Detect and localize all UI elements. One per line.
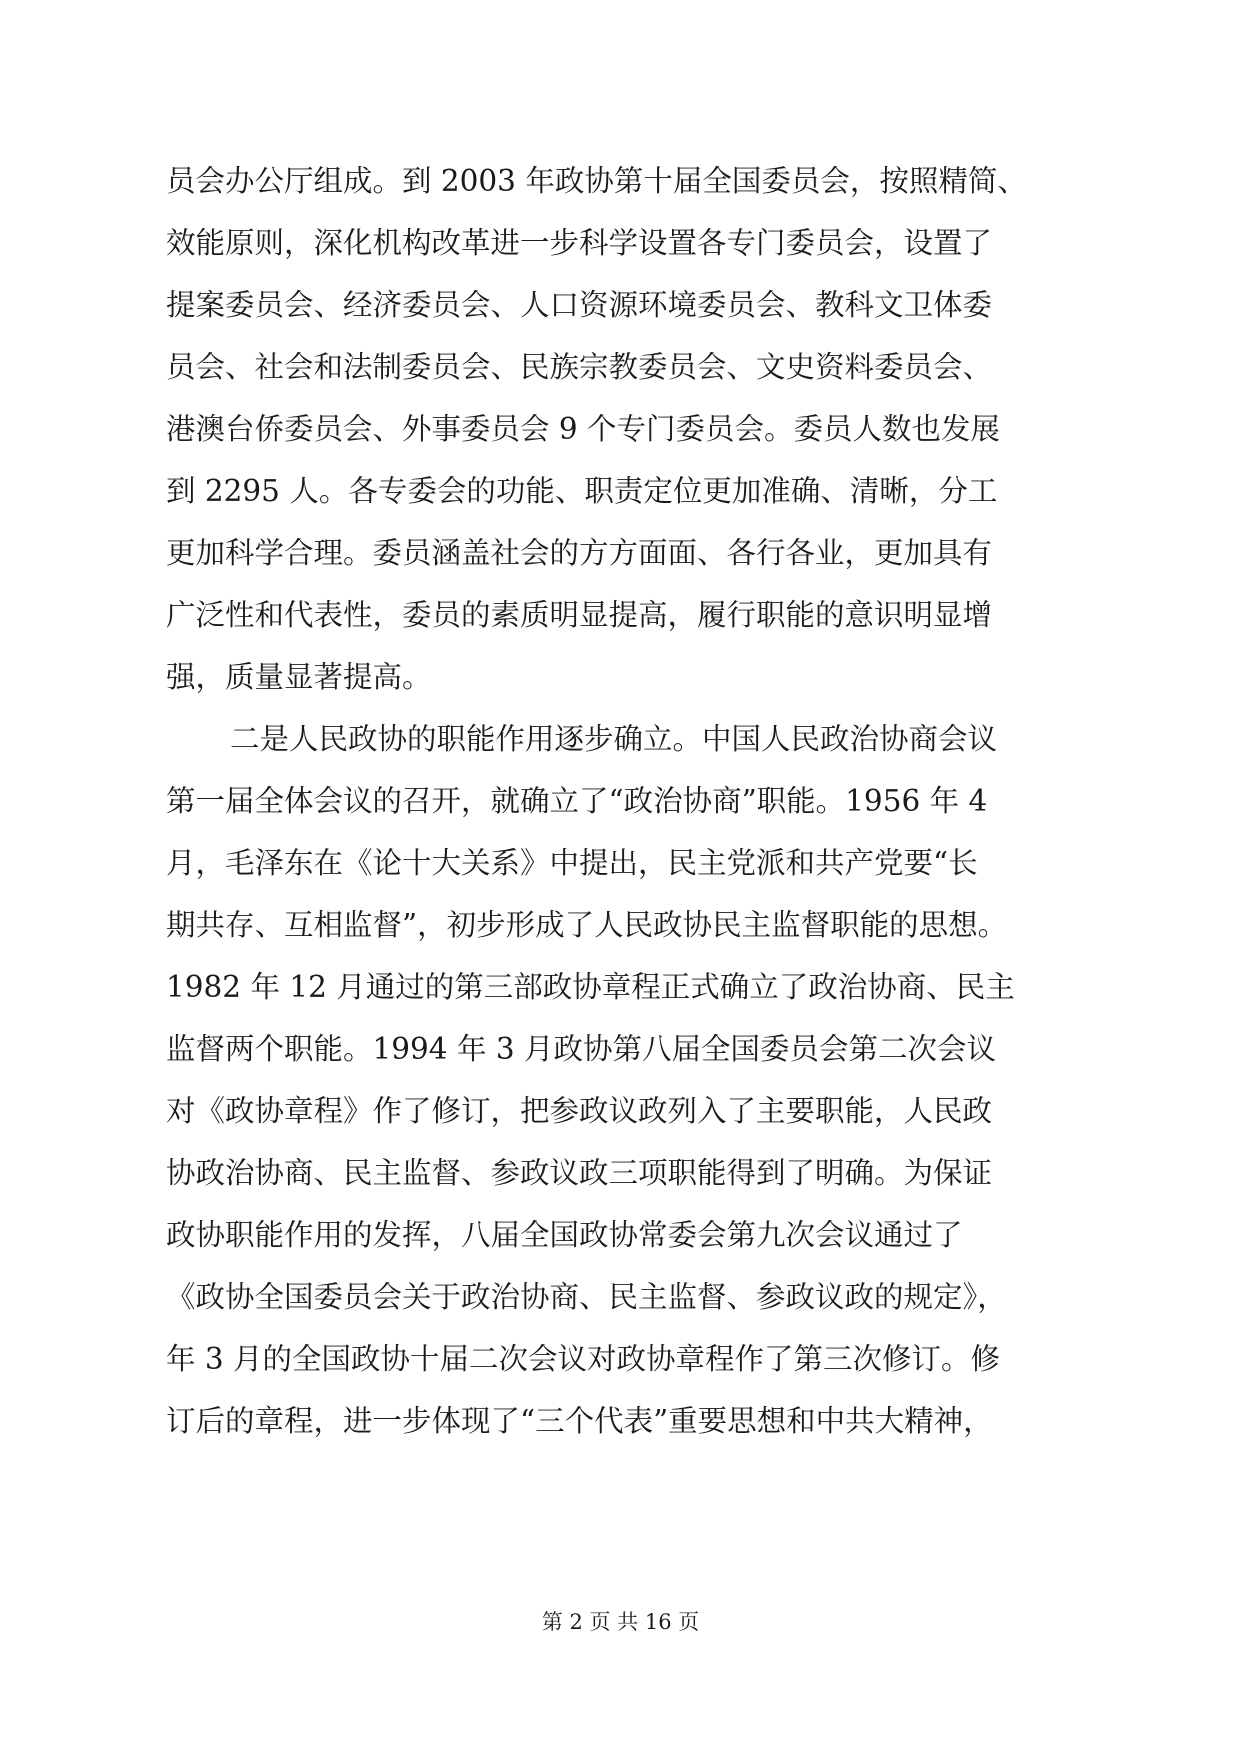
text-line: 1982 年 12 月通过的第三部政协章程正式确立了政治协商、民主 bbox=[166, 970, 1015, 1004]
text-line: 协政治协商、民主监督、参政议政三项职能得到了明确。为保证 bbox=[166, 1156, 993, 1190]
text-line: 到 2295 人。各专委会的功能、职责定位更加准确、清晰，分工 bbox=[166, 474, 998, 508]
text-line: 员会办公厅组成。到 2003 年政协第十届全国委员会，按照精简、 bbox=[166, 164, 1027, 198]
text-line: 《政协全国委员会关于政治协商、民主监督、参政议政的规定》， bbox=[166, 1280, 1007, 1314]
text-line: 员会、社会和法制委员会、民族宗教委员会、文史资料委员会、 bbox=[166, 350, 993, 384]
text-line: 港澳台侨委员会、外事委员会 9 个专门委员会。委员人数也发展 bbox=[166, 412, 1001, 446]
text-line: 强，质量显著提高。 bbox=[166, 660, 432, 694]
text-line: 月，毛泽东在《论十大关系》中提出，民主党派和共产党要“长 bbox=[166, 846, 978, 880]
text-line: 政协职能作用的发挥，八届全国政协常委会第九次会议通过了 bbox=[166, 1218, 963, 1252]
text-line: 对《政协章程》作了修订，把参政议政列入了主要职能，人民政 bbox=[166, 1094, 993, 1128]
text-line: 提案委员会、经济委员会、人口资源环境委员会、教科文卫体委 bbox=[166, 288, 993, 322]
text-line: 效能原则，深化机构改革进一步科学设置各专门委员会，设置了 bbox=[166, 226, 993, 260]
text-line: 第一届全体会议的召开，就确立了“政治协商”职能。1956 年 4 bbox=[166, 784, 988, 818]
text-line: 期共存、互相监督”，初步形成了人民政协民主监督职能的思想。 bbox=[166, 908, 1008, 942]
text-line: 年 3 月的全国政协十届二次会议对政协章程作了第三次修订。修 bbox=[166, 1342, 1001, 1376]
text-line: 监督两个职能。1994 年 3 月政协第八届全国委员会第二次会议 bbox=[166, 1032, 996, 1066]
page-number-footer: 第 2 页 共 16 页 bbox=[541, 1610, 700, 1634]
paragraph-start-line: 二是人民政协的职能作用逐步确立。中国人民政治协商会议 bbox=[230, 722, 998, 756]
text-line: 订后的章程，进一步体现了“三个代表”重要思想和中共大精神， bbox=[166, 1404, 993, 1438]
text-line: 广泛性和代表性，委员的素质明显提高，履行职能的意识明显增 bbox=[166, 598, 993, 632]
text-line: 更加科学合理。委员涵盖社会的方方面面、各行各业，更加具有 bbox=[166, 536, 993, 570]
